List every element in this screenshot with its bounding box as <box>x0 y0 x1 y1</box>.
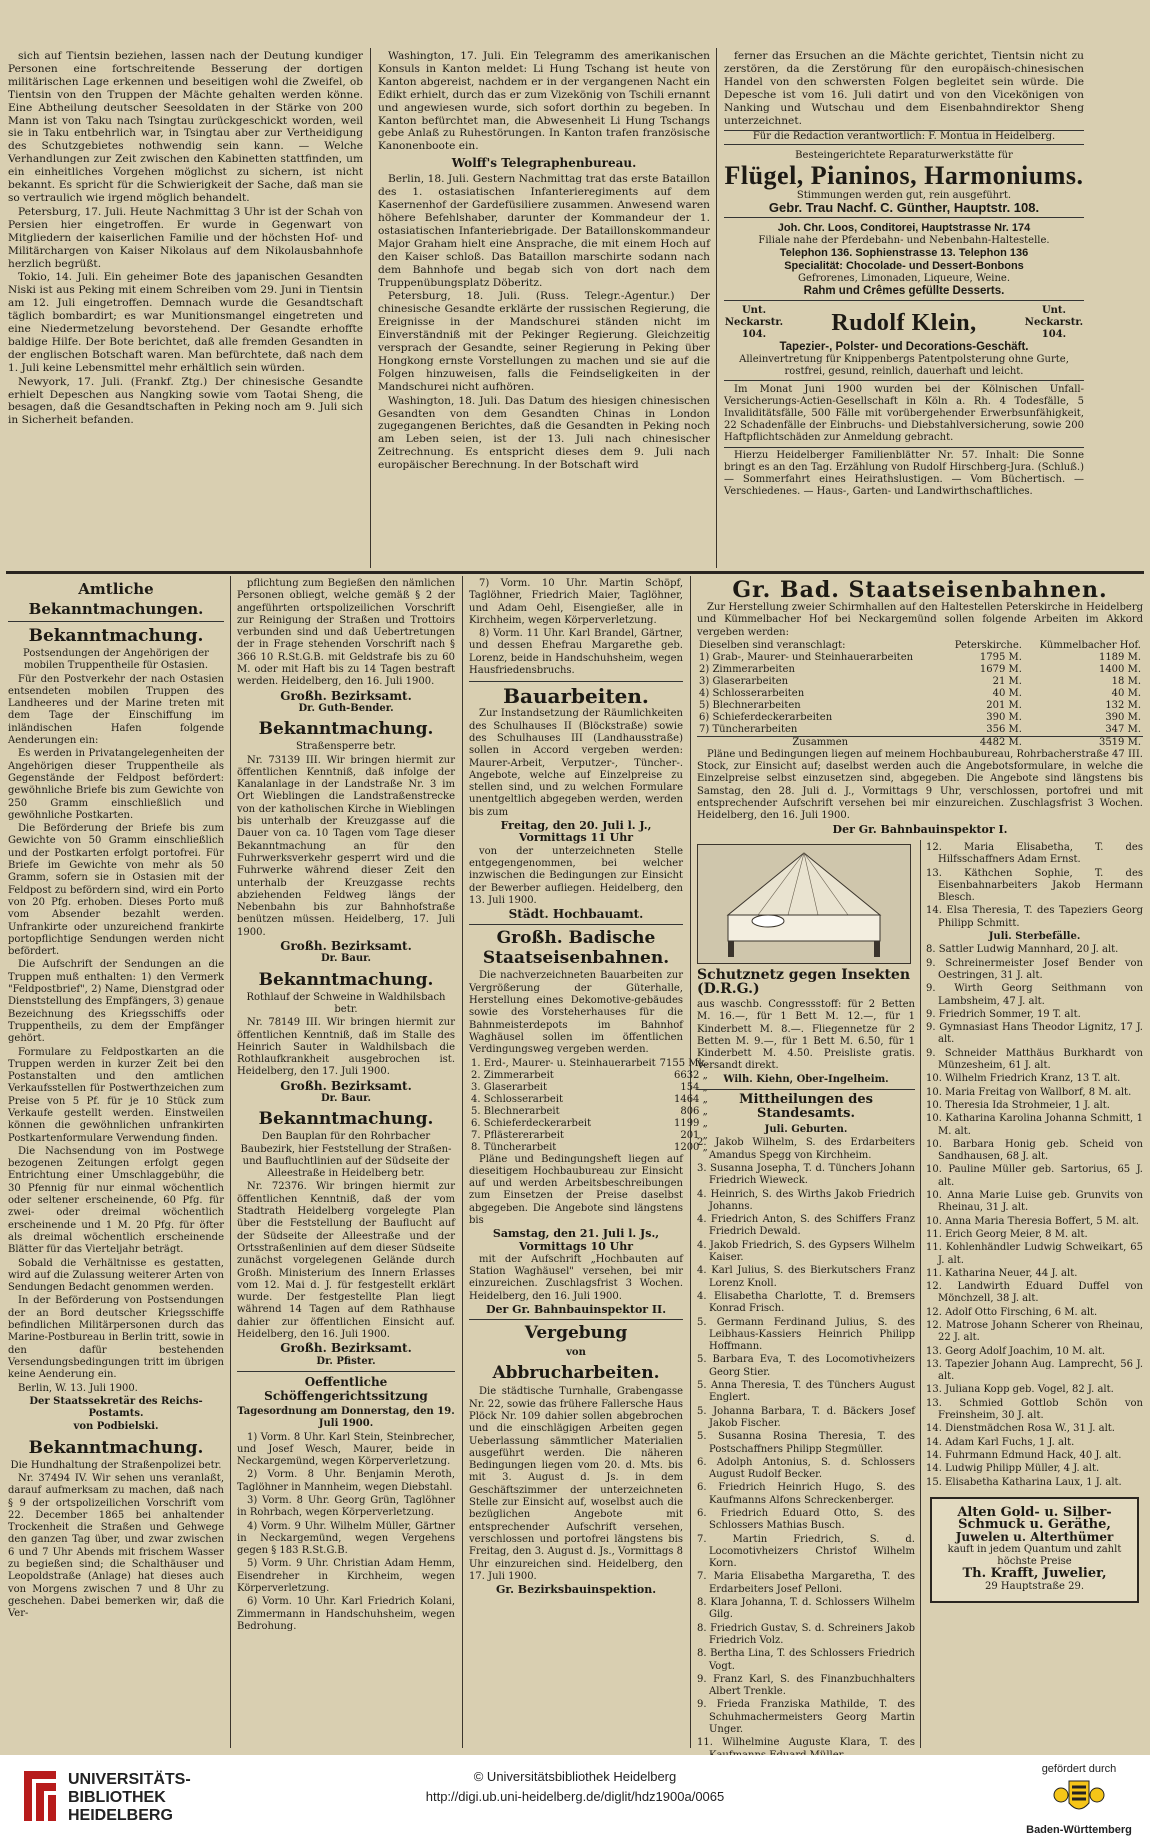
death-entry: 14. Adam Karl Fuchs, 1 J. alt. <box>926 1436 1075 1448</box>
notice-signature: Gr. Bezirksbauinspektion. <box>495 1583 657 1597</box>
death-entry: 14. Fuhrmann Edmund Hack, 40 J. alt. <box>926 1449 1122 1461</box>
news-paragraph: Washington, 17. Juli. Ein Telegramm des amerikanischen Konsuls in Kanton meldet: Li Hung Tschang ist heute von Kanton abgereist, nachdem er in der vergangenen Nacht ein Edikt erhielt, durch das er zum Vizekönig von Tschili ernannt und angewiesen wurde, sich sofort dorthin zu begeben. In Kanton befürchtet man, die Abwesenheit Li Hung Tschangs gebe Anlaß zu Ruhestörungen. In Kanton trafen französische Kanonenboote ein. <box>378 50 710 153</box>
death-entry: 9. Gymnasiast Hans Theodor Lignitz, 17 J. alt. <box>926 1022 1143 1046</box>
ad-line: Gefrorenes, Limonaden, Liqueure, Weine. <box>797 272 1011 284</box>
cost-item: 5) Blechnerarbeiten <box>699 699 801 711</box>
ad-line: Alleinvertretung für Knippenbergs Patentpolsterung ohne Gurte, rostfrei, gesund, reinlich, dauerhaft und leicht. <box>739 353 1069 377</box>
ad-line: Stimmungen werden gut, rein ausgeführt. <box>796 190 1012 202</box>
insurance-notice: Im Monat Juni 1900 wurden bei der Kölnischen Unfall-Versicherungs-Actien-Gesellschaft in Köln a. Rh. 4 Todesfälle, 5 Invaliditätsfälle, 500 Fälle mit vorübergehender Erwerbsunfähigkeit, 22 Schadenfälle der Einbruchs- und Diebstahlversicherung, sowie 200 Haftpflichtschäden zur Anmeldung gebracht. <box>724 383 1084 443</box>
notice-paragraph: Nr. 78149 III. Wir bringen hiermit zur öffentlichen Kenntniß, daß im Stalle des Heinrich Sauter in Waldhilsbach die Rothlaufkrankheit ausgebrochen ist. Heidelberg, den 17. Juli 1900. <box>237 1017 455 1078</box>
ad-line: Schmuck u. Geräthe, <box>958 1517 1111 1533</box>
death-entry: 14. Ludwig Philipp Müller, 4 J. alt. <box>926 1463 1100 1475</box>
cost-row <box>697 676 1143 688</box>
cost-item: 3. Glaserarbeit <box>471 1081 547 1093</box>
cost-value: 40 M. <box>992 687 1022 699</box>
news-paragraph: Newyork, 17. Juli. (Frankf. Ztg.) Der chinesische Gesandte erhielt Depeschen aus Nangking sowie vom Taotai Sheng, die besagen, daß die Gesandtschaften in Peking noch am 9. Juli sich in Sicherheit befanden. <box>8 375 363 427</box>
notice-date: Freitag, den 20. Juli l. J., Vormittags 11 Uhr <box>500 819 652 845</box>
cost-value: 390 M. <box>1105 711 1141 723</box>
death-entry: 12. Adolf Otto Firsching, 6 M. alt. <box>926 1306 1098 1318</box>
ad-line: Specialität: Chocolade- und Dessert-Bonbons <box>784 260 1024 273</box>
death-entry: 9. Schreinermeister Josef Bender von Oestringen, 31 J. alt. <box>926 957 1143 981</box>
birth-entry: 6. Friedrich Heinrich Hugo, S. des Kaufmanns Alfons Schreckenberger. <box>697 1482 915 1506</box>
ad-line: kauft in jedem Quantum und zahlt höchste Preise <box>947 1543 1122 1568</box>
editor-line: Für die Redaction verantwortlich: F. Montua in Heidelberg. <box>724 130 1084 145</box>
notice-heading: Oeffentliche Schöffengerichtssitzung <box>237 1371 455 1403</box>
birth-entry: 4. Heinrich, S. des Wirths Jakob Friedrich Johanns. <box>697 1188 915 1212</box>
birth-entry: 4. Karl Julius, S. des Bierkutschers Franz Lorenz Knoll. <box>697 1265 915 1289</box>
notice-signature: Der Staatssekretär des Reichs-Postamts. <box>29 1395 203 1420</box>
birth-entry: 14. Elsa Theresia, T. des Tapeziers Georg Philipp Schmitt. <box>926 905 1143 929</box>
death-entry: 8. Sattler Ludwig Mannhard, 20 J. alt. <box>926 944 1119 956</box>
cost-item: 4. Schlosserarbeit <box>471 1093 564 1105</box>
cost-value: 356 M. <box>986 723 1022 735</box>
death-entry: 13. Juliana Kopp geb. Vogel, 82 J. alt. <box>926 1384 1114 1396</box>
notice-heading: Bekanntmachung. <box>258 719 434 740</box>
birth-entry: 8. Friedrich Gustav, S. d. Schreiners Jakob Friedrich Volz. <box>697 1622 915 1646</box>
cost-item: 4) Schlosserarbeiten <box>699 687 805 699</box>
death-entry: 10. Wilhelm Friedrich Kranz, 13 T. alt. <box>926 1073 1121 1085</box>
notice-signature: Dr. Baur. <box>320 1092 372 1104</box>
railway-notice <box>697 578 1143 840</box>
notice-heading: Vergebung <box>469 1319 683 1343</box>
cost-value: 40 M. <box>1111 687 1141 699</box>
cost-item: 2. Zimmerarbeit <box>471 1069 554 1081</box>
cost-row <box>469 1118 710 1130</box>
death-entry: 14. Dienstmädchen Rosa W., 31 J. alt. <box>926 1423 1115 1435</box>
notice-heading: von <box>566 1347 586 1359</box>
docket-item: 8) Vorm. 11 Uhr. Karl Brandel, Gärtner, und dessen Ehefrau Margarethe geb. Lorenz, beide in Handschuhsheim, wegen Hausfriedensbruchs. <box>469 628 683 677</box>
cost-value: 1795 M. <box>979 651 1022 663</box>
notice-paragraph: Berlin, W. 13. Juli 1900. <box>18 1382 138 1394</box>
births-list <box>697 1137 915 1787</box>
cost-total-label: Zusammen <box>792 736 849 748</box>
birth-entry: 5. Susanna Rosina Theresia, T. des Postschaffners Philipp Stegmüller. <box>697 1431 915 1455</box>
cost-row <box>469 1130 710 1142</box>
notice-signature: Der Gr. Bahnbauinspektor I. <box>832 822 1008 836</box>
notice-paragraph: Für den Postverkehr der nach Ostasien entsendeten mobilen Truppen des Landheeres und der Marine treten mit dem Tage der Einschiffung im inländischen Hafen folgende Aenderungen ein: <box>8 673 224 747</box>
birth-entry: 6. Adolph Antonius, S. d. Schlossers August Rudolf Becker. <box>697 1456 915 1481</box>
section-title: Amtliche <box>78 580 154 598</box>
birth-entry: 9. Franz Karl, S. des Finanzbuchhalters Albert Trenkle. <box>697 1673 915 1698</box>
birth-entry: 4. Elisabetha Charlotte, T. d. Bremsers Konrad Frisch. <box>697 1290 915 1315</box>
birth-entry: 2. Jakob Wilhelm, S. des Erdarbeiters Amandus Spegg von Kirchheim. <box>697 1137 915 1161</box>
cost-value: 1679 M. <box>979 663 1022 675</box>
notice-signature: Großh. Bezirksamt. <box>280 1341 412 1356</box>
ad-headline: Rudolf Klein, <box>831 309 977 336</box>
birth-entry: 11. Wilhelmine Auguste Klara, T. des <box>697 1737 915 1749</box>
death-entry: 9. Wirth Georg Seithmann von Lambsheim, 47 J. alt. <box>926 983 1143 1007</box>
cost-row <box>697 664 1143 676</box>
column-divider <box>230 576 231 1748</box>
notice-signature: Großh. Bezirksamt. <box>280 1078 412 1093</box>
birth-entry: 3. Susanna Josepha, T. d. Tünchers Johann Friedrich Wieweck. <box>697 1162 915 1187</box>
cost-row <box>469 1070 710 1082</box>
section-title: Bekanntmachungen. <box>8 601 224 622</box>
notice-paragraph: von der unterzeichneten Stelle entgegengenommen, bei welcher inzwischen die Bedingungen zur Einsicht der Bewerber aufliegen. Heidelberg, den 13. Juli 1900. <box>469 845 683 906</box>
cost-value: 806 „ <box>680 1105 708 1117</box>
ad-line: Telephon 136. Sophienstrasse 13. Telephon 136 <box>779 247 1029 260</box>
notice-heading: Bekanntmachung. <box>28 1437 204 1458</box>
notice-paragraph: mit der Aufschrift „Hochbauten auf Station Waghäusel" versehen, bei mir einzureichen. Zuschlagsfrist 3 Wochen. Heidelberg, den 16. Juli 1900. <box>469 1253 683 1302</box>
funding-badge <box>1024 1763 1134 1836</box>
notice-paragraph: Pläne und Bedingungen liegen auf meinem Hochbaubureau, Rohrbacherstraße 47 III. Stock, zur Einsicht auf; daselbst werden auch die Angebotsformulare, in welche die Einzelpreise selbst einzusetzen sind, abgegeben. Die Angebote sind längstens bis Samstag, den 28. Juli d. J., Vormittags 9 Uhr, verschlossen, portofrei und mit entsprechender Aufschrift versehen bei mir einzureichen. Zuschlagsfrist 3 Wochen. Heidelberg, den 16. Juli 1900. <box>697 748 1143 822</box>
registry-subheading: Juli. Geburten. <box>764 1124 848 1136</box>
cost-item: 5. Blechnerarbeit <box>471 1105 560 1117</box>
cost-row <box>697 700 1143 712</box>
notice-paragraph: Nr. 37494 IV. Wir sehen uns veranlaßt, darauf aufmerksam zu machen, daß nach § 9 der ortspolizeilichen Vorschrift vom 22. December 1865 bei anhaltender Trockenheit die Straßen und Gehwege den ganzen Tag über, und zwar zwischen 6 und 7 Uhr Abends mit frischem Wasser zu begießen sind; die Schalthäuser und Leopoldstraße (Anlage) hat dieses auch von Morgens zwischen 7 und 8 Uhr zu geschehen. Dabei bemerken wir, daß die Ver- <box>8 1473 224 1620</box>
section-divider <box>6 571 1144 574</box>
death-entry: 11. Katharina Neuer, 44 J. alt. <box>926 1267 1078 1279</box>
notice-paragraph: Die nachverzeichneten Bauarbeiten zur Vergrößerung der Güterhalle, Herstellung eines Dekomotive-gebäudes sowie des Vorsteherhauses für die Bahnmeisterdepots im Bahnhof Waghäusel sollen im öffentlichen Verdingungsweg vergeben werden. <box>469 970 683 1056</box>
ad-text: aus waschb. Congressstoff: für 2 Betten M. 16.—, für 1 Bett M. 12.—, für 1 Kinderbett M. 8.—. Fliegennetze für 2 Betten M. 9.—, für 1 Bett M. 6.50, für 1 Kinderbett M. 4.50. Preisliste gratis. Versandt direkt. <box>697 999 915 1072</box>
notice-subtitle: Straßensperre betr. <box>296 741 396 753</box>
piano-advertisement <box>724 148 1084 218</box>
library-emblem-icon <box>18 1767 62 1825</box>
deaths-column <box>926 842 1143 1748</box>
news-paragraph: Tokio, 14. Juli. Ein geheimer Bote des japanischen Gesandten Niski ist aus Peking mit einem Schreiben vom 29. Juni in Tientsin am 12. Juli eingetroffen. Demnach wurde die Gesandtschaft täglich bombardirt; es war Munitionsmangel eingetreten und eine Niedermetzelung bevorstehend. Der Gesandte erhoffte baldige Hilfe. Der Bote berichtet, daß alle fremden Gesandten in der englischen Botschaft waren. Man befürchtete, daß nach dem 1. Juli keine Lebensmittel mehr erhältlich sein würden. <box>8 271 363 374</box>
birth-entry: 8. Klara Johanna, T. d. Schlossers Wilhelm Gilg. <box>697 1597 915 1621</box>
births-continued-list <box>926 842 1143 930</box>
ad-line: Juwelen u. Alterthümer <box>955 1530 1114 1545</box>
ad-line: Rahm und Crêmes gefüllte Desserts. <box>803 284 1005 297</box>
ad-address: Unt. Neckarstr. 104. <box>1024 304 1084 340</box>
death-entry: 10. Katharina Karolina Johanna Schmitt, 1 M. alt. <box>926 1113 1143 1137</box>
notice-signature: Großh. Bezirksamt. <box>280 939 412 954</box>
ad-line: 29 Hauptstraße 29. <box>984 1580 1085 1592</box>
baden-wuerttemberg-crest-icon <box>1049 1777 1109 1819</box>
column-divider <box>690 576 691 1748</box>
library-name-line: UNIVERSITÄTS- <box>68 1771 191 1788</box>
death-entry: 10. Pauline Müller geb. Sartorius, 65 J. alt. <box>926 1164 1143 1188</box>
cost-row <box>697 688 1143 700</box>
jeweller-advertisement <box>930 1497 1139 1603</box>
cost-row <box>469 1106 710 1118</box>
cost-header: Dieselben sind veranschlagt: <box>699 639 846 651</box>
notice-paragraph: Die städtische Turnhalle, Grabengasse Nr. 22, sowie das frühere Fallersche Haus Plöck Nr. 109 dahier sollen abgebrochen und die einschlägigen Arbeiten gegen Ueberlassung sämmtlicher Materialien ausgeführt werden. Die näheren Bedingungen liegen vom 20. d. Mts. bis mit 3. August d. Js. in dem Geschäftszimmer der unterzeichneten Stelle zur Einsicht auf, woselbst auch die bezüglichen Angebote mit entsprechender Aufschrift versehen, verschlossen und portofrei längstens bis Freitag, den 3. August d. Js., Vormittags 8 Uhr einzureichen sind. Heidelberg, den 17. Juli 1900. <box>469 1386 683 1582</box>
news-paragraph: ferner das Ersuchen an die Mächte gerichtet, Tientsin nicht zu zerstören, da die Zerstörung für den europäisch-chinesischen Handel von den schwersten Folgen begleitet sein würde. Die Depesche ist vom 16. Juli datirt und von den Vicekönigen von Nanking und Wutschau und dem Eisenbahndirektor Sheng unterzeichnet. <box>724 50 1084 127</box>
death-entry: 12. Matrose Johann Scherer von Rheinau, 22 J. alt. <box>926 1319 1143 1344</box>
notice-heading: Gr. Bad. Staatseisenbahnen. <box>732 577 1108 603</box>
cost-row <box>697 652 1143 664</box>
docket-item: 6) Vorm. 10 Uhr. Karl Friedrich Kolani, Zimmermann in Handschuhsheim, wegen Bedrohung. <box>237 1596 455 1632</box>
ad-headline: Flügel, Pianinos, Harmoniums. <box>724 161 1084 191</box>
notice-paragraph: Nr. 72376. Wir bringen hiermit zur öffentlichen Kenntniß, daß der vom Stadtrath Heidelberg vorgelegte Plan über die Feststellung der Bauflucht auf der Südseite der Alleestraße und der Ortsstraßenlinien auf dem dieser Südseite zunächst vorgelegenen Gelände durch Großh. Ministerium des Innern Erlasses vom 12. Mai d. J. für festgestellt erklärt wurde. Der festgestellte Plan liegt während 14 Tagen auf dem Rathhause dahier zur öffentlichen Einsicht auf. Heidelberg, den 16. Juli 1900. <box>237 1181 455 1341</box>
news-paragraph: sich auf Tientsin beziehen, lassen nach der Deutung kundiger Personen eine fortschreitende Besserung der dortigen militärischen Lage erkennen und beseitigen wohl die Zweifel, ob Tientsin von den Truppen der Mächte gehalten werden könne. Eine Abtheilung deutscher Seesoldaten in der Stärke von 200 Mann ist von Taku nach Tsingtau zurückgeschickt worden, weil sie in Taku entbehrlich war, in Tsingtau aber zur Vertheidigung des Schutzgebietes nothwendig sein kann. — Welche Verhandlungen zur Zeit zwischen den Kabinetten stattfinden, um ein einheitliches Vorgehen möglichst zu sichern, ist nicht bekannt. Es spricht für die Schwierigkeit der Sache, daß man sie so vertraulich wie irgend möglich behandelt. <box>8 50 363 204</box>
library-name-line: BIBLIOTHEK <box>68 1789 166 1806</box>
notices-column-3 <box>469 578 708 1748</box>
registry-subheading: Juli. Sterbefälle. <box>988 931 1081 943</box>
cost-table <box>469 1058 710 1154</box>
notice-paragraph: Zur Instandsetzung der Räumlichkeiten des Schulhauses II (Blöckstraße) sowie des Schulhauses III (Landhausstraße) sollen in Accord vergeben werden: Maurer-Arbeit, Verputzer-, Tüncher-. Angebote, welche auf Einzelpreise zu stellen sind, und zu welchen Formulare unentgeltlich abgegeben werden, werden bis zum <box>469 708 683 818</box>
bed-net-icon <box>698 845 910 963</box>
cost-item: 1. Erd-, Maurer- u. Steinhauerarbeit <box>471 1057 656 1069</box>
registry-heading: Mittheilungen des Standesamts. <box>697 1089 915 1121</box>
cost-value: 1400 M. <box>1098 663 1141 675</box>
notice-subtitle: Postsendungen der Angehörigen der mobilen Truppentheile für Ostasien. <box>23 648 209 672</box>
notice-subtitle: Tagesordnung am Donnerstag, den 19. Juli 1900. <box>237 1405 455 1430</box>
funded-by-label: gefördert durch <box>1041 1763 1117 1775</box>
cost-value: 154 „ <box>680 1081 708 1093</box>
birth-entry: 5. Germann Ferdinand Julius, S. des Leibhaus-Kassiers Heinrich Philipp Hoffmann. <box>697 1316 915 1353</box>
cost-row <box>697 712 1143 724</box>
cost-item: 7) Tüncherarbeiten <box>699 723 798 735</box>
notice-signature: Großh. Bezirksamt. <box>280 688 412 703</box>
death-entry: 10. Anna Marie Luise geb. Grunvits von Rheinau, 31 J. alt. <box>926 1190 1143 1214</box>
death-entry: 11. Erich Georg Meier, 8 M. alt. <box>926 1228 1088 1240</box>
notice-signature: Dr. Pfister. <box>316 1355 376 1367</box>
death-entry: 10. Theresia Ida Strohmeier, 1 J. alt. <box>926 1099 1110 1111</box>
birth-entry: 9. Frieda Franziska Mathilde, T. des Schuhmachermeisters Georg Martin Unger. <box>697 1699 915 1736</box>
notice-signature: Dr. Guth-Bender. <box>298 702 394 714</box>
notice-paragraph: Die Aufschrift der Sendungen an die Truppen muß enthalten: 1) den Vermerk "Feldpostbrief", 2) Name, Dienstgrad oder Dienststellung des Empfängers, 3) genaue Bezeichnung des Kriegsschiffs oder Truppentheils, zu dem der Empfänger gehört. <box>8 959 224 1045</box>
cost-row <box>469 1082 710 1094</box>
cost-header: Kümmelbacher Hof. <box>1039 639 1141 651</box>
ad-line: Tapezier-, Polster- und Decorations-Geschäft. <box>779 340 1029 353</box>
cost-value: 390 M. <box>986 711 1022 723</box>
birth-entry: 5. Anna Theresia, T. des Tünchers August Englert. <box>697 1380 915 1404</box>
birth-entry: 13. Käthchen Sophie, T. des Eisenbahnarbeiters Jakob Hermann Blesch. <box>926 867 1143 904</box>
cost-value: 6632 „ <box>673 1069 708 1081</box>
ad-line: Filiale nahe der Pferdebahn- und Nebenbahn-Haltestelle. <box>758 235 1050 247</box>
notice-subtitle: Den Bauplan für den Rohrbacher Baubezirk, hier Feststellung der Straßen- und Baufluchtlinien auf der Südseite der Alleestraße in Heidelberg betr. <box>240 1131 452 1180</box>
official-notices-column <box>8 578 224 1748</box>
news-paragraph: Petersburg, 17. Juli. Heute Nachmittag 3 Uhr ist der Schah von Persien hier eingetroffen. Er wurde in Gegenwart von Mitgliedern der kaiserlichen Familie und der höchsten Hof- und Militärchargen von Kaiser Nikolaus auf dem Nikolausbahnhofe herzlich begrüßt. <box>8 205 363 270</box>
wolff-telegraph-heading: Wolff's Telegraphenbureau. <box>451 156 637 171</box>
notice-signature: von Podbielski. <box>73 1421 159 1433</box>
notice-paragraph: Es werden in Privatangelegenheiten der Angehörigen dieser Truppentheile als Gegenstände der Feldpost befördert: gewöhnliche Briefe bis zum Gewichte von 250 Gramm einschließlich und gewöhnliche Postkarten. <box>8 748 224 821</box>
notice-signature: Dr. Baur. <box>320 953 372 965</box>
notice-heading: Großh. Badische Staatseisenbahnen. <box>469 924 683 968</box>
notice-paragraph: In der Beförderung von Postsendungen der an Bord deutscher Kriegsschiffe befindlichen Militärpersonen durch das Marine-Postbureau in Berlin tritt, sowie in den dafür bestehenden Versendungsbedingungen tritt im übrigen keine Aenderung ein. <box>8 1295 224 1381</box>
cost-header: Peterskirche. <box>954 639 1022 651</box>
registry-column <box>697 842 915 1748</box>
loos-advertisement <box>724 220 1084 301</box>
death-entry: 13. Schmied Gottlob Schön von Freinsheim, 30 J. alt. <box>926 1397 1143 1422</box>
ad-address: Unt. Neckarstr. 104. <box>724 304 784 340</box>
cost-row <box>469 1094 710 1106</box>
cost-row <box>697 724 1143 737</box>
notice-paragraph: Die Nachsendung von im Postwege bezogenen Zeitungen erfolgt gegen Entrichtung einer Umschlaggebühr, die 30 Pfennig für nur einmal wöchentlich oder seltener erscheinende, 60 Pfg. für zwei- oder dreimal wöchentlich erscheinende und 1 M. 20 Pfg. für öfter als dreimal wöchentlich erscheinende Blätter für das Vierteljahr beträgt. <box>8 1145 224 1256</box>
notice-heading: Bauarbeiten. <box>469 681 683 706</box>
ad-line: Besteingerichtete Reparaturwerkstätte für <box>795 150 1013 162</box>
cost-value: 21 M. <box>992 675 1022 687</box>
library-footer <box>0 1755 1150 1837</box>
death-entry: 11. Kohlenhändler Ludwig Schweikart, 65 J. alt. <box>926 1242 1143 1266</box>
news-paragraph: Washington, 18. Juli. Das Datum des hiesigen chinesischen Gesandten von dem Gesandten Chinas in London zugegangenen Berichtes, daß die Gesandten in Peking noch am Leben seien, ist der 13. Juli nach chinesischer Zeitrechnung. Es entspricht dieses dem 9. Juli nach europäischer Berechnung. In der Botschaft wird <box>378 394 710 472</box>
death-entry: 12. Landwirth Eduard Duffel von Mönchzell, 38 J. alt. <box>926 1281 1143 1305</box>
death-entry: 9. Friedrich Sommer, 19 T. alt. <box>926 1008 1081 1020</box>
death-entry: 10. Barbara Honig geb. Scheid von Sandhausen, 68 J. alt. <box>926 1138 1143 1163</box>
notice-paragraph: Nr. 73139 III. Wir bringen hiermit zur öffentlichen Kenntniß, daß infolge der Kanalanlage in der Landstraße Nr. 3 im Ort Wieblingen die Landstraßenstrecke von der katholischen Kirche in Wieblingen bis unterhalb der Kreuzgasse auf die Dauer von ca. 10 Tagen vom Tage dieser Bekanntmachung an für den Fuhrwerksverkehr gesperrt wird und die Fuhrwerke während dieser Zeit den unterhalb der Kreuzgasse rechts abziehenden Feldweg längs der Nebenbahn bis zur Bahnhofstraße benützen müssen. Heidelberg, 17. Juli 1900. <box>237 754 455 938</box>
cost-item: 3) Glaserarbeiten <box>699 675 789 687</box>
cost-item: 6. Schieferdeckerarbeit <box>471 1117 592 1129</box>
docket-item: 3) Vorm. 8 Uhr. Georg Grün, Taglöhner in Rohrbach, wegen Körperverletzung. <box>237 1495 455 1519</box>
schirmhallen-cost-table <box>697 640 1143 749</box>
cost-value: 7155 Mk. <box>659 1057 708 1069</box>
cost-row <box>469 1058 710 1070</box>
supplement-notice: Hierzu Heidelberger Familienblätter Nr. 57. Inhalt: Die Sonne bringt es an den Tag. Erzählung von Rudolf Hirschberg-Jura. (Schluß.) — Sommerfahrt eines Heirathslustigen. — Vom Büchertisch. — Verschiedenes. — Haus-, Garten- und Landwirthschaftliches. <box>724 447 1084 498</box>
docket-item: 1) Vorm. 8 Uhr. Karl Stein, Steinbrecher, und Josef Wesch, Maurer, beide in Neckargemünd, wegen Körperverletzung. <box>237 1431 455 1468</box>
death-entry: 10. Maria Freitag von Wallborf, 8 M. alt. <box>926 1086 1132 1098</box>
column-divider <box>370 48 371 568</box>
notice-paragraph: Pläne und Bedingungsheft liegen auf dieseitigem Hochbaubureau zur Einsicht auf und werden Arbeitsbeschreibungen zum Einsetzen der Preise daselbst abgegeben. Die Angebote sind längstens bis <box>469 1153 683 1226</box>
cost-item: 7. Pflästererarbeit <box>471 1129 564 1141</box>
ad-line: Joh. Chr. Loos, Conditorei, Hauptstrasse Nr. 174 <box>777 222 1031 235</box>
state-name: Baden-Württemberg <box>1026 1824 1132 1836</box>
cost-total: 4482 M. <box>979 736 1022 748</box>
cost-item: 6) Schieferdeckerarbeiten <box>699 711 833 723</box>
cost-value: 18 M. <box>1111 675 1141 687</box>
cost-value: 1199 „ <box>673 1117 708 1129</box>
column-divider <box>920 840 921 1748</box>
library-name-line: HEIDELBERG <box>68 1807 173 1824</box>
news-paragraph: Petersburg, 18. Juli. (Russ. Telegr.-Agentur.) Der chinesische Gesandte erklärte der russischen Regierung, die Ereignisse in der Mandschurei ständen nicht im Einverständniß mit der Pekinger Regierung. Gleichzeitig versprach der Gesandte, seiner Regierung in Peking über Hongkong ernste Vorstellungen zu machen und sie auf die Folgen hinzuweisen, falls die Feindseligkeiten in der Mandschurei nicht aufhören. <box>378 290 710 393</box>
cost-item: 1) Grab-, Maurer- und Steinhauerarbeiten <box>699 651 914 663</box>
birth-entry: 4. Jakob Friedrich, S. des Gypsers Wilhelm Kaiser. <box>697 1239 915 1264</box>
cost-value: 1464 „ <box>673 1093 708 1105</box>
birth-entry: 7. Martin Friedrich, S. d. Locomotivheizers Christof Wilhelm Korn. <box>697 1533 915 1570</box>
cost-value: 132 M. <box>1105 699 1141 711</box>
birth-entry: 8. Bertha Lina, T. des Schlossers Friedrich Vogt. <box>697 1648 915 1672</box>
notice-paragraph: Formulare zu Feldpostkarten an die Truppen werden in kurzer Zeit bei den Postanstalten und den amtlichen Verkaufsstellen für Postwerthzeichen zum Preise von 5 Pf. für je 10 Stück zum Verkaufe gestellt werden. Einstweilen können die gewöhnlichen unfrankirten Postkartenformulare Verwendung finden. <box>8 1046 224 1144</box>
notices-column-2 <box>237 578 455 1748</box>
cost-value: 1189 M. <box>1098 651 1141 663</box>
death-entry: 10. Anna Maria Theresia Boffert, 5 M. alt. <box>926 1215 1139 1227</box>
cost-value: 1200 „ <box>673 1141 708 1153</box>
notice-subtitle: Rothlauf der Schweine in Waldhilsbach betr. <box>246 991 446 1015</box>
notice-signature: Der Gr. Bahnbauinspektor II. <box>485 1303 667 1317</box>
death-entry: 13. Tapezier Johann Aug. Lamprecht, 56 J. alt. <box>926 1358 1143 1383</box>
death-entry: 15. Elisabetha Katharina Laux, 1 J. alt. <box>926 1476 1122 1488</box>
news-paragraph: Berlin, 18. Juli. Gestern Nachmittag trat das erste Bataillon des 1. ostasiatischen Infanterieregiments auf dem Kasernenhof der Gardefüsiliere zusammen. Anwesend waren höhere Befehlshaber, darunter der Kommandeur der 1. ostasiatischen Infanteriebrigade. Der Bataillonskommandeur Major Graham hielt eine Ansprache, die mit einem Hoch auf den Kaiser schloß. Das Bataillon marschirte sodann nach dem Bahnhofe und begab sich von dort nach dem Truppenübungsplatz Döberitz. <box>378 173 710 289</box>
notice-paragraph: pflichtung zum Begießen den nämlichen Personen obliegt, welche gemäß § 2 der angeführten ortspolizeilichen Vorschrift zur Reinigung der Straßen und Trottoirs verbunden sind und daß Uebertretungen der in Frage stehenden Vorschrift nach § 366 10 R.St.G.B. mit Geldstrafe bis zu 60 M. oder mit Haft bis zu 14 Tagen bestraft werden. Heidelberg, den 16. Juli 1900. <box>237 578 455 688</box>
docket-item: 4) Vorm. 9 Uhr. Wilhelm Müller, Gärtner in Neckargemünd, wegen Vergehens gegen § 183 R.St.G.B. <box>237 1520 455 1557</box>
permalink-url[interactable]: http://digi.ub.uni-heidelberg.de/diglit/hdz1900a/0065 <box>425 1789 725 1804</box>
birth-entry: 5. Johanna Barbara, T. d. Bäckers Josef Jakob Fischer. <box>697 1405 915 1429</box>
cost-value: 201 M. <box>986 699 1022 711</box>
death-entry: 9. Schneider Matthäus Burkhardt von Münzesheim, 61 J. alt. <box>926 1047 1143 1072</box>
news-column-3 <box>724 50 1084 570</box>
column-divider <box>716 48 717 568</box>
birth-entry: 7. Maria Elisabetha Margaretha, T. des Erdarbeiters Josef Pelloni. <box>697 1571 915 1595</box>
notice-heading: Bekanntmachung. <box>258 969 434 990</box>
birth-entry: 4. Friedrich Anton, S. des Schiffers Franz Friedrich Dewald. <box>697 1214 915 1238</box>
university-library-logo <box>18 1767 191 1827</box>
birth-entry: 6. Friedrich Eduard Otto, S. des Schlossers Mathias Busch. <box>697 1507 915 1532</box>
cost-item: 8. Tüncherarbeit <box>471 1141 557 1153</box>
column-divider <box>462 576 463 1748</box>
cost-row <box>469 1142 710 1154</box>
notice-paragraph: Sobald die Verhältnisse es gestatten, wird auf die Zulassung weiterer Arten von Sendungen Bedacht genommen werden. <box>8 1257 224 1294</box>
notice-signature: Städt. Hochbauamt. <box>508 907 644 922</box>
klein-advertisement <box>724 303 1084 381</box>
news-column-2 <box>378 50 710 570</box>
cost-value: 347 M. <box>1105 723 1141 735</box>
copyright-notice: © Universitätsbibliothek Heidelberg <box>473 1769 677 1784</box>
ad-line: Th. Krafft, Juwelier, <box>962 1566 1107 1582</box>
ad-signature: Wilh. Kiehn, Ober-Ingelheim. <box>723 1073 889 1085</box>
docket-item: 5) Vorm. 9 Uhr. Christian Adam Hemm, Eisendreher in Kirchheim, wegen Körperverletzung. <box>237 1558 455 1595</box>
notice-subtitle: Die Hundhaltung der Straßenpolizei betr. <box>10 1459 222 1471</box>
docket-item: 7) Vorm. 10 Uhr. Martin Schöpf, Taglöhner, Friedrich Maier, Taglöhner, und Adam Oehl, Eisengießer, alle in Kirchheim, wegen Körperverletzung. <box>469 578 683 626</box>
notice-paragraph: Zur Herstellung zweier Schirmhallen auf den Haltestellen Peterskirche in Heidelberg und Kümmelbacher Hof bei Neckargemünd sollen folgende Arbeiten im Akkord vergeben werden: <box>697 602 1143 638</box>
deaths-list <box>926 944 1143 1488</box>
mosquito-net-illustration <box>697 844 911 964</box>
notice-heading: Bekanntmachung. <box>258 1109 434 1130</box>
death-entry: 13. Georg Adolf Joachim, 10 M. alt. <box>926 1345 1106 1357</box>
notice-date: Samstag, den 21. Juli l. Js., Vormittags 10 Uhr <box>492 1227 660 1253</box>
docket-item: 2) Vorm. 8 Uhr. Benjamin Meroth, Taglöhner in Mannheim, wegen Diebstahl. <box>237 1469 455 1493</box>
cost-value: 201 „ <box>680 1129 708 1141</box>
notice-heading: Bekanntmachung. <box>28 626 204 646</box>
birth-entry: 12. Maria Elisabetha, T. des Hilfsschaffners Adam Ernst. <box>926 842 1143 866</box>
notice-paragraph: Die Beförderung der Briefe bis zum Gewichte von 50 Gramm einschließlich und der Postkarten erfolgt portofrei. Für Briefe im Gewichte von mehr als 50 Gramm, sofern sie in Ostasien mit der Feldpost zu befördern sind, wird ein Porto von 20 Pfg. erhoben. Dieses Porto muß vom Absender bezahlt werden. Unfrankirte oder unzureichend frankirte portopflichtige Sendungen werden nicht befördert. <box>8 823 224 958</box>
news-column-1 <box>8 50 363 570</box>
cost-total: 3519 M. <box>1098 736 1141 748</box>
ad-line: Gebr. Trau Nachf. C. Günther, Hauptstr. 108. <box>768 200 1040 216</box>
birth-entry: 5. Barbara Eva, T. des Locomotivheizers Georg Stier. <box>697 1354 915 1378</box>
ad-line: Alten Gold- u. Silber- <box>957 1504 1112 1520</box>
cost-item: 2) Zimmerarbeiten <box>699 663 795 675</box>
ad-headline: Schutznetz gegen Insekten (D.R.G.) <box>697 967 911 997</box>
notice-heading: Abbrucharbeiten. <box>492 1363 660 1384</box>
